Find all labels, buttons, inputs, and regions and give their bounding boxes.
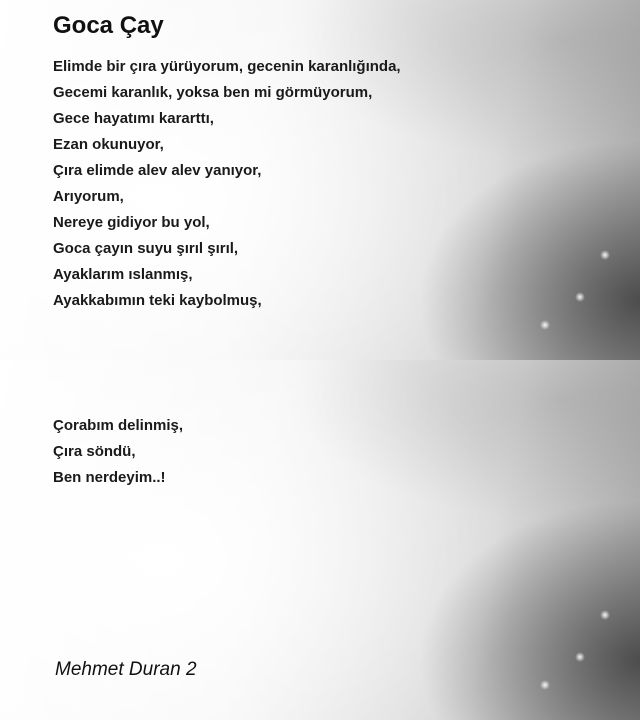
sparkle-decoration — [575, 292, 585, 302]
verse-line: Çıra elimde alev alev yanıyor, — [53, 162, 262, 179]
verse-line: Gecemi karanlık, yoksa ben mi görmüyorum, — [53, 84, 373, 101]
sparkle-decoration — [600, 250, 610, 260]
sparkle-decoration — [575, 652, 585, 662]
verse-line: Arıyorum, — [53, 188, 124, 205]
author-name: Mehmet Duran 2 — [55, 659, 197, 680]
sparkle-decoration — [600, 610, 610, 620]
verse-line: Ayakkabımın teki kaybolmuş, — [53, 292, 262, 309]
verse-list-top — [53, 54, 401, 314]
verse-line: Çorabım delinmiş, — [53, 417, 184, 434]
verse-line: Ayaklarım ıslanmış, — [53, 266, 193, 283]
sparkle-decoration — [540, 680, 550, 690]
poem-card-bottom — [0, 360, 640, 720]
sparkle-decoration — [540, 320, 550, 330]
verse-line: Goca çayın suyu şırıl şırıl, — [53, 240, 239, 257]
verse-line: Ezan okunuyor, — [53, 136, 164, 153]
verse-line: Nereye gidiyor bu yol, — [53, 214, 210, 231]
verse-list-bottom — [53, 413, 183, 491]
verse-line: Elimde bir çıra yürüyorum, gecenin karanlığında, — [53, 58, 401, 75]
poem-title: Goca Çay — [53, 12, 164, 39]
verse-line: Çıra söndü, — [53, 443, 136, 460]
verse-line: Gece hayatımı kararttı, — [53, 110, 214, 127]
verse-line: Ben nerdeyim..! — [53, 469, 166, 486]
